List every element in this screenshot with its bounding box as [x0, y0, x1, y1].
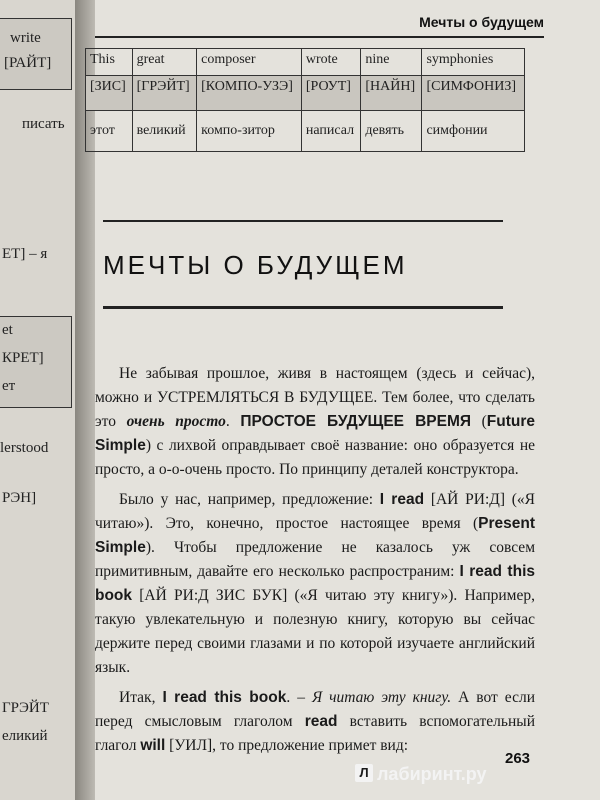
section-rule-top — [103, 220, 503, 222]
english-row — [86, 49, 525, 76]
term: ПРОСТОЕ БУДУЩЕЕ ВРЕМЯ — [240, 413, 471, 430]
text-run: Не забывая прошлое, живя в настоящем (здесь и сейчас), можно и УСТРЕМЛЯТЬСЯ В БУДУЩЕЕ. Тем более, что сделать это — [95, 365, 535, 430]
left-fragment: et — [2, 322, 13, 338]
english-term: Present Simple — [95, 515, 535, 556]
english-word: nine — [361, 49, 422, 76]
show-through-text — [103, 318, 503, 358]
english-word: composer — [197, 49, 302, 76]
paragraph-1 — [95, 362, 535, 482]
text-run: [АЙ РИ:Д] («Я читаю»). Это, конечно, простое настоящее время ( — [95, 491, 535, 532]
transcription: [СИМФОНИЗ] — [422, 76, 525, 111]
english-word: This — [86, 49, 133, 76]
right-page — [90, 0, 600, 800]
russian-word: этот — [86, 111, 133, 152]
transcription: [ГРЭЙТ] — [132, 76, 197, 111]
header-rule — [95, 36, 544, 38]
left-fragment: lerstood — [0, 440, 49, 456]
text-run: . — [225, 413, 241, 430]
english-term: I read — [379, 491, 425, 508]
russian-word: девять — [361, 111, 422, 152]
text-run: ). Чтобы предложение не казалось уж совсем примитивным, давайте его несколько распространим: — [95, 539, 535, 580]
transcription: [РОУТ] — [301, 76, 360, 111]
english-term: I read this book — [162, 689, 287, 706]
left-page — [0, 0, 75, 800]
watermark — [355, 764, 487, 785]
transcription: [КОМПО-УЗЭ] — [197, 76, 302, 111]
english-term: read — [304, 713, 338, 730]
section-rule-bottom — [103, 306, 503, 309]
text-run: А вот если перед смысловым глаголом — [95, 689, 535, 730]
left-fragment: ГРЭЙТ — [2, 700, 49, 716]
left-fragment: еликий — [2, 728, 48, 744]
left-fragment: write — [10, 30, 41, 46]
russian-word: симфонии — [422, 111, 525, 152]
text-run: вставить вспомогательный глагол — [95, 713, 535, 754]
text-run: ( — [471, 413, 487, 430]
russian-word: великий — [132, 111, 197, 152]
text-run: [УИЛ], то предложение примет вид: — [165, 737, 409, 754]
left-fragment: писать — [22, 116, 65, 132]
english-word: wrote — [301, 49, 360, 76]
transcription-row — [86, 76, 525, 111]
left-fragment: ет — [2, 378, 16, 394]
emphasis: очень просто — [126, 413, 226, 430]
transcription: [НАЙН] — [361, 76, 422, 111]
russian-row — [86, 111, 525, 152]
english-word: symphonies — [422, 49, 525, 76]
left-table-box — [0, 18, 72, 90]
vocabulary-table — [85, 48, 525, 152]
labirint-logo-icon: Л — [355, 764, 373, 782]
translation: Я читаю эту книгу. — [311, 689, 452, 706]
text-run: ) с лихвой оправдывает своё название: оно образуется не просто, а о-о-очень просто. По принципу деталей конструктора. — [95, 437, 535, 478]
left-fragment: ЕТ] – я — [2, 246, 48, 262]
text-run: Итак, — [119, 689, 163, 706]
english-term: Future Simple — [95, 413, 536, 454]
section-title: МЕЧТЫ О БУДУЩЕМ — [103, 250, 408, 280]
english-term: will — [140, 737, 166, 754]
left-fragment: КРЕТ] — [2, 350, 44, 366]
text-run: . – — [286, 689, 312, 706]
left-fragment: [РАЙТ] — [4, 55, 52, 71]
english-word: great — [132, 49, 197, 76]
text-run: [АЙ РИ:Д ЗИС БУК] («Я читаю эту книгу»). Например, такую увлекательную и полезную книгу, которую вы сейчас держите перед своими глазами и по которой изучаете английский язык. — [95, 587, 535, 676]
russian-word: компо-зитор — [197, 111, 302, 152]
body-text — [95, 362, 535, 764]
left-fragment: РЭН] — [2, 490, 37, 506]
text-run: Было у нас, например, предложение: — [119, 491, 380, 508]
transcription: [ЗИС] — [86, 76, 133, 111]
paragraph-3 — [95, 686, 535, 758]
paragraph-2 — [95, 488, 535, 680]
page-number: 263 — [505, 750, 531, 767]
russian-word: написал — [301, 111, 360, 152]
watermark-text: лабиринт.ру — [377, 764, 487, 784]
english-term: I read this book — [95, 563, 535, 604]
running-title: Мечты о будущем — [419, 14, 544, 30]
